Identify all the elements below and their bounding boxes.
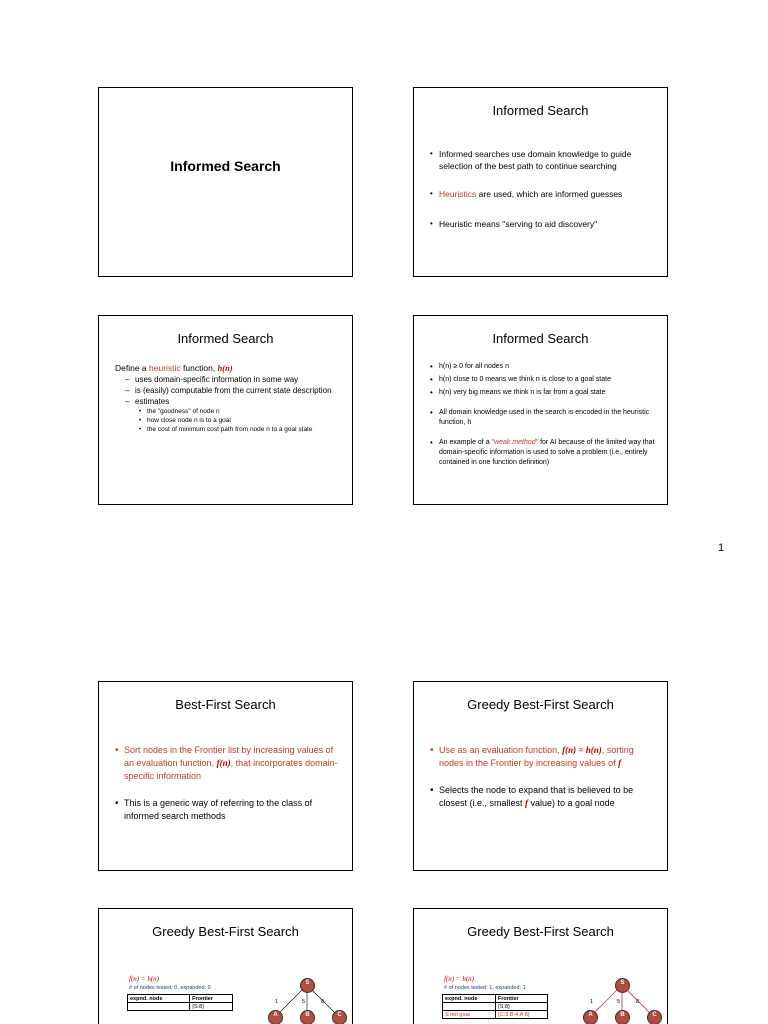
definition-line: Define a heuristic function, h(n) [115, 363, 233, 373]
bullet: • All domain knowledge used in the search is encoded in the heuristic function, h [430, 408, 657, 428]
tree-node-s: S [615, 978, 630, 993]
heuristics-highlight: Heuristics [439, 189, 477, 199]
slide-heading: Greedy Best-First Search [467, 697, 614, 712]
slide-heuristic-definition [98, 315, 353, 505]
slide-title [98, 87, 353, 277]
edge-label: 8 [636, 999, 640, 1005]
tree-node-b: B [615, 1010, 630, 1024]
slide-heading: Informed Search [177, 331, 274, 346]
slide-heading: Best-First Search [175, 697, 276, 712]
tree-node-a: A [268, 1010, 283, 1024]
slide-greedy-best-first [413, 681, 668, 871]
edge-label: 5 [617, 999, 621, 1005]
estimate-item: • the cost of minimum cost path from node n to a goal state [139, 425, 342, 434]
formula: f(n) = h(n) [129, 975, 159, 983]
definition-item: – is (easily) computable from the current state description [125, 385, 342, 396]
frontier-table: expnd. node Frontier {S:8} [127, 994, 233, 1011]
slide-heading: Informed Search [492, 331, 589, 346]
slide-greedy-example-step0 [98, 908, 353, 1024]
slide-heading: Greedy Best-First Search [467, 924, 614, 939]
tree-node-b: B [300, 1010, 315, 1024]
definition-item: – estimates [125, 396, 342, 407]
bullet: • This is a generic way of referring to the class of informed search methods [115, 797, 342, 823]
edge-label: 8 [321, 999, 325, 1005]
bullet: • Heuristic means "serving to aid discovery" [430, 218, 657, 230]
slide-greedy-example-step1 [413, 908, 668, 1024]
estimate-item: • the "goodness" of node n [139, 407, 342, 416]
edge-label: 1 [275, 999, 279, 1005]
bullet: • h(n) close to 0 means we think n is close to a goal state [430, 375, 657, 385]
bullet: • Heuristics are used, which are informed guesses [430, 188, 657, 200]
tree-node-s: S [300, 978, 315, 993]
bullet: • h(n) very big means we think n is far from a goal state [430, 388, 657, 398]
formula: f(n) = h(n) [444, 975, 474, 983]
node-count: # of nodes tested: 0, expanded: 0 [129, 985, 211, 991]
bullet: • Use as an evaluation function, f(n) = h(n), sorting nodes in the Frontier by increasing values of f [430, 744, 657, 770]
edge-label: 5 [302, 999, 306, 1005]
page-number: 1 [718, 542, 725, 554]
tree-node-a: A [583, 1010, 598, 1024]
bullet: • Sort nodes in the Frontier list by increasing values of an evaluation function, f(n), that incorporates domain-specific information [115, 744, 342, 783]
frontier-table: expnd. node Frontier {S:8} S not goal {C:3,B:4,A:8} [442, 994, 548, 1019]
estimate-item: • how close node n is to a goal [139, 416, 342, 425]
bullet: • Selects the node to expand that is believed to be closest (i.e., smallest f value) to a goal node [430, 784, 657, 810]
definition-item: – uses domain-specific information in some way [125, 374, 342, 385]
tree-node-c: C [332, 1010, 347, 1024]
slide-heuristic-properties [413, 315, 668, 505]
slide-best-first-search [98, 681, 353, 871]
slide-title-text: Informed Search [170, 158, 281, 174]
slide-heading: Informed Search [492, 103, 589, 118]
slide-informed-search-intro [413, 87, 668, 277]
bullet: • h(n) ≥ 0 for all nodes n [430, 362, 657, 372]
node-count: # of nodes tested: 1, expanded: 1 [444, 985, 526, 991]
slide-heading: Greedy Best-First Search [152, 924, 299, 939]
tree-node-c: C [647, 1010, 662, 1024]
bullet: • Informed searches use domain knowledge to guide selection of the best path to continue searching [430, 148, 657, 172]
edge-label: 1 [590, 999, 594, 1005]
bullet: • An example of a "weak method" for AI because of the limited way that domain-specific information is used to solve a problem (i.e., entirely contained in one function definition) [430, 438, 657, 468]
